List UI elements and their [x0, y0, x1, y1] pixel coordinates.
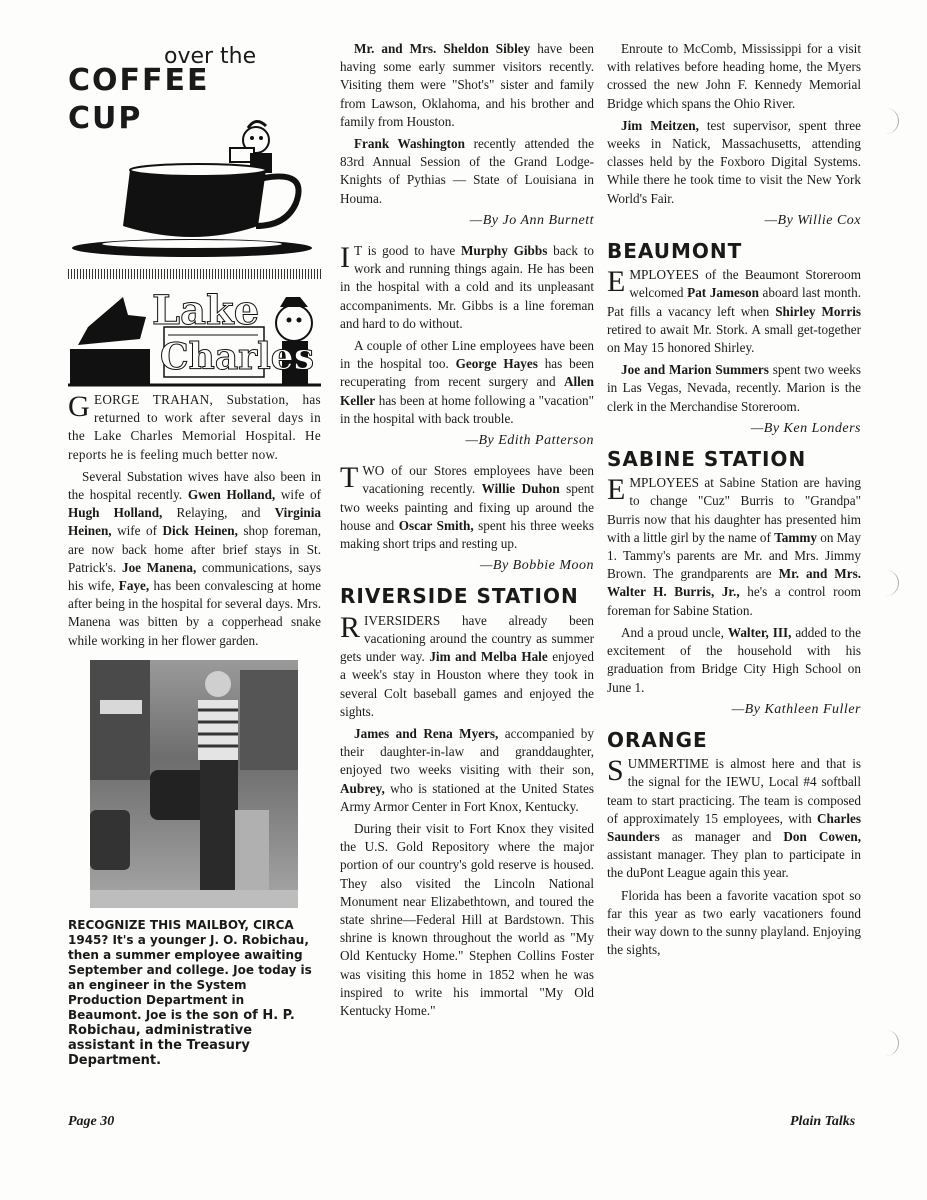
- text: retired to await Mr. Stork. A small get-together on May 15 honored Shirley.: [607, 321, 861, 356]
- paragraph: Florida has been a favorite vacation spot so far this year as two early vacationers found their way down to the sunny playland. Enjoying the sights,: [607, 887, 861, 958]
- byline: —By Edith Patterson: [465, 433, 594, 449]
- name: George Hayes: [455, 356, 538, 372]
- text: assistant manager. They plan to participate in the duPont League again this year.: [607, 847, 861, 881]
- text: IVERSIDERS have already been vacationing around the country as summer gets under way.: [340, 612, 594, 665]
- binder-hole-mark: [880, 108, 899, 134]
- logo-lake: Lake: [152, 287, 260, 334]
- paragraph: [340, 462, 594, 553]
- name: Shirley Morris: [775, 303, 862, 319]
- name: Joe Manena,: [121, 559, 197, 575]
- name: Jim Meitzen,: [621, 117, 699, 133]
- name: Hugh Holland,: [68, 505, 163, 521]
- coffee-cup-illustration: [68, 101, 321, 263]
- paragraph: [607, 117, 861, 208]
- masthead-over-the: over the: [164, 44, 257, 69]
- text: has been at home following a "vacation" in the hospital with back trouble.: [340, 392, 595, 426]
- name: Faye,: [118, 578, 150, 594]
- paragraph: [340, 337, 594, 428]
- text: communications, says his wife,: [68, 559, 322, 594]
- text: wife of: [117, 523, 157, 539]
- section-heading-orange: ORANGE: [607, 727, 708, 752]
- text: added to the excitement of the household with his graduation from Bridge City High School on June 1.: [607, 624, 862, 695]
- text: UMMERTIME is almost here and that is the signal for the IEWU, Local #4 softball team to start practicing. The team is composed of approximately 15 employees, with: [607, 756, 861, 826]
- name: Gwen Holland,: [187, 487, 276, 503]
- paragraph: [340, 135, 594, 208]
- section-heading-beaumont: BEAUMONT: [607, 239, 743, 264]
- masthead-cup: CUP: [68, 101, 143, 136]
- name: Don Cowen,: [783, 828, 862, 844]
- drop-cap: S: [607, 754, 624, 788]
- paragraph: [607, 755, 861, 882]
- paragraph: [607, 266, 861, 357]
- name: Willie Duhon: [481, 481, 560, 497]
- text: he's a control room foreman for Sabine Station.: [607, 584, 862, 618]
- publication-name: Plain Talks: [790, 1114, 856, 1129]
- paragraph: [607, 361, 861, 416]
- paragraph: [68, 391, 321, 464]
- name: Charles Saunders: [607, 810, 861, 844]
- masthead-coffee: COFFEE: [68, 63, 210, 98]
- text: T is good to have: [354, 243, 456, 259]
- drop-cap: I: [340, 241, 350, 275]
- drop-cap: E: [607, 473, 626, 507]
- text: as manager and: [671, 828, 772, 844]
- binder-hole-mark: [880, 570, 899, 596]
- page-number: Page 30: [68, 1114, 115, 1129]
- text: who is stationed at the United States Army Armor Center in Fort Knox, Kentucky.: [340, 780, 595, 814]
- byline: —By Kathleen Fuller: [731, 701, 861, 717]
- text: wife of: [280, 487, 322, 503]
- section-heading-sabine: SABINE STATION: [607, 447, 807, 472]
- paragraph: [340, 40, 594, 131]
- column-3: [607, 40, 861, 963]
- byline: —By Jo Ann Burnett: [469, 212, 594, 228]
- name: James and Rena Myers,: [354, 725, 499, 741]
- column-2: [340, 40, 594, 1024]
- name: Pat Jameson: [687, 285, 759, 301]
- text: test supervisor, spent three weeks in Natick, Massachusetts, attending classes held by the Foxboro Digital Systems. While there he took time to visit the New York World's Fair.: [607, 117, 861, 206]
- text: have been having some early summer visitors recently. Visiting them were "Shot's" sister and family from Lawson, Oklahoma, and his brother and family from Houston.: [340, 41, 594, 129]
- text: MPLOYEES at Sabine Station are having to change "Cuz" Burris to "Grandpa" Burris now that his daughter has presented him with a little girl by the name of: [607, 475, 861, 545]
- byline: —By Bobbie Moon: [479, 558, 594, 574]
- name: Murphy Gibbs: [460, 243, 548, 259]
- paragraph: [68, 468, 321, 650]
- drop-cap: R: [340, 610, 361, 644]
- name: Allen Keller: [340, 374, 594, 408]
- name: Walter, III,: [727, 624, 792, 640]
- paragraph: [340, 725, 594, 816]
- text: on May 1. Tammy's parents are Mr. and Mrs. Jimmy Brown. The grandparents are: [607, 529, 861, 582]
- coffee-cup-masthead: [68, 44, 321, 263]
- photo-illustration: [90, 660, 298, 908]
- name: Joe and Marion Summers: [621, 362, 769, 378]
- name: Tammy: [774, 529, 817, 545]
- paragraph: [340, 612, 594, 721]
- text: MPLOYEES of the Beaumont Storeroom welcomed: [629, 267, 861, 301]
- byline: —By Ken Londers: [750, 420, 861, 436]
- name: Oscar Smith,: [398, 517, 474, 533]
- drop-cap: G: [68, 390, 90, 423]
- text: recently attended the 83rd Annual Session of the Grand Lodge-Knights of Pythias — State of Louisiana in Houma.: [340, 136, 594, 206]
- logo-charles: Charles: [160, 336, 314, 378]
- mailboy-photo: [90, 660, 298, 908]
- text: spent two weeks painting and fixing up around the house and: [340, 481, 594, 533]
- binder-hole-mark: [880, 1030, 899, 1056]
- paragraph: Enroute to McComb, Mississippi for a visit with relatives before heading home, the Myers crossed the new John F. Kennedy Memorial Bridge which spans the Ohio River.: [607, 41, 861, 111]
- name: Mr. and Mrs. Walter H. Burris, Jr.,: [607, 566, 861, 600]
- text: accompanied by their daughter-in-law and granddaughter, enjoyed two weeks visiting with their son,: [340, 725, 594, 778]
- section-heading-riverside: RIVERSIDE STATION: [340, 584, 579, 609]
- text: WO of our Stores employees have been vacationing recently.: [362, 463, 594, 497]
- text: Several Substation wives have also been in the hospital recently.: [68, 468, 321, 503]
- name: Virginia Heinen,: [68, 505, 321, 539]
- paragraph: [607, 624, 861, 697]
- name: Dick Heinen,: [162, 523, 238, 539]
- paragraph: [607, 474, 861, 620]
- name: Mr. and Mrs. Sheldon Sibley: [354, 41, 531, 56]
- paragraph: During their visit to Fort Knox they visited the U.S. Gold Repository where the major portion of our country's gold reserve is housed. They also visited the Lincoln National Monument near Elizabethtown, and toured the state shrine—Federal Hill at Bardstown. This shrine is known throughout the world as "My Old Kentucky Home." Stephen Collins Foster was visiting this home in 1852 when he was inspired to write his immortal "My Old Kentucky Home.": [340, 820, 594, 1018]
- name: Jim and Melba Hale: [429, 649, 548, 665]
- column-1: [68, 40, 321, 1068]
- drop-cap: T: [340, 461, 359, 495]
- text: And a proud uncle,: [621, 624, 724, 640]
- lake-charles-logo: [68, 287, 321, 387]
- caption-text: RECOGNIZE THIS MAILBOY, CIRCA 1945? It's a younger J. O. Robichau, then a summer employee awaiting September and college. Joe today is an engineer in the System Production Department in Beaumont. Joe is the: [68, 917, 312, 1022]
- hatched-divider: [68, 269, 321, 279]
- text: Relaying, and: [176, 505, 261, 521]
- paragraph-text: EORGE TRAHAN, Substation, has returned to work after several days in the Lake Charles Memorial Hospital. He reports he is feeling much better now.: [68, 392, 321, 462]
- text: has been convalescing at home after being in the hospital for several days. Mrs. Manena was bitten by a copperhead snake while working in her flower garden.: [68, 578, 322, 648]
- text: enjoyed a week's stay in Houston where they took in several Colt baseball games and enjoyed the sights.: [340, 649, 594, 719]
- name: Frank Washington: [354, 136, 465, 152]
- paragraph: [340, 242, 594, 333]
- text: spent two weeks in Las Vegas, Nevada, recently. Marion is the clerk in the Merchandise Storeroom.: [607, 362, 861, 414]
- name: Aubrey,: [340, 780, 385, 796]
- text: spent his three weeks making short trips and resting up.: [340, 517, 594, 552]
- text: aboard last month. Pat fills a vacancy left when: [607, 285, 861, 319]
- photo-caption: [68, 918, 321, 1068]
- caption-text: son of H. P. Robichau, administrative assistant in the Treasury Department.: [68, 1007, 295, 1068]
- text: A couple of other Line employees have been in the hospital too.: [340, 338, 594, 372]
- byline: —By Willie Cox: [764, 212, 861, 228]
- text: has been recuperating from recent surgery and: [340, 356, 594, 390]
- text: shop foreman, are now back home after brief stays in St. Patrick's.: [68, 523, 322, 575]
- text: back to work and running things again. He has been in the hospital with a cold and its unpleasant accompaniments. Mr. Gibbs is a line foreman and hard to do without.: [340, 243, 595, 331]
- drop-cap: E: [607, 265, 626, 299]
